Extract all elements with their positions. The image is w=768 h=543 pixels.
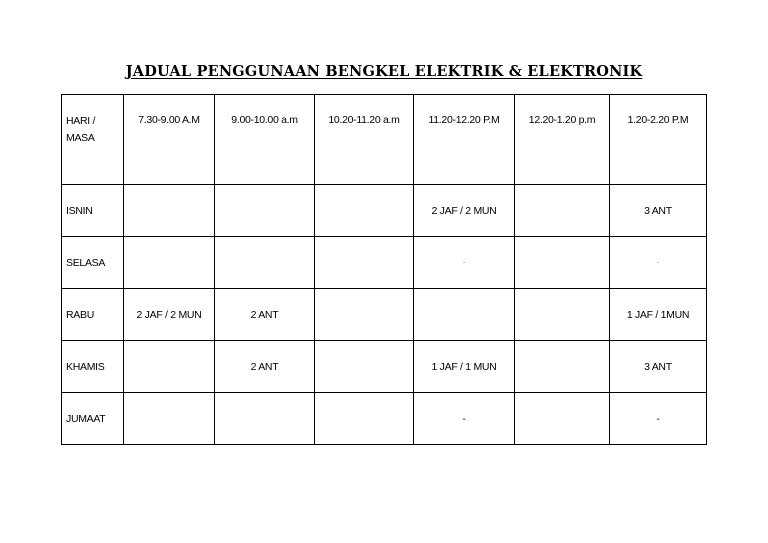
time-slot-header: 1.20-2.20 P.M [610,95,707,185]
schedule-cell: - [414,237,515,289]
time-slot-header: 11.20-12.20 P.M [414,95,515,185]
schedule-cell [124,237,215,289]
schedule-cell: 1 JAF / 1MUN [610,289,707,341]
schedule-cell [315,393,414,445]
schedule-cell [315,185,414,237]
table-row [62,341,707,393]
schedule-cell [515,237,610,289]
schedule-cell: - [414,393,515,445]
schedule-cell [315,237,414,289]
schedule-cell [124,341,215,393]
schedule-cell [124,393,215,445]
day-cell: SELASA [62,237,124,289]
page-title: JADUAL PENGGUNAAN BENGKEL ELEKTRIK & ELEKTRONIK [125,63,643,80]
schedule-cell [515,393,610,445]
schedule-cell [515,341,610,393]
day-cell: JUMAAT [62,393,124,445]
schedule-table [61,94,707,445]
table-row [62,393,707,445]
schedule-cell [315,289,414,341]
schedule-cell: 3 ANT [610,341,707,393]
schedule-cell: 2 ANT [215,341,315,393]
schedule-cell [124,185,215,237]
table-row [62,185,707,237]
schedule-cell [215,393,315,445]
schedule-cell [414,289,515,341]
header-row [62,95,707,185]
day-cell: KHAMIS [62,341,124,393]
schedule-cell: 2 JAF / 2 MUN [414,185,515,237]
schedule-cell: - [610,237,707,289]
time-slot-header: 9.00-10.00 a.m [215,95,315,185]
day-cell: RABU [62,289,124,341]
schedule-cell [515,289,610,341]
schedule-cell: 2 JAF / 2 MUN [124,289,215,341]
time-slot-header: 12.20-1.20 p.m [515,95,610,185]
schedule-cell [215,237,315,289]
time-slot-header: 7.30-9.00 A.M [124,95,215,185]
table-row [62,289,707,341]
schedule-cell: 3 ANT [610,185,707,237]
schedule-cell [215,185,315,237]
schedule-cell: 2 ANT [215,289,315,341]
schedule-cell [515,185,610,237]
header-corner-cell: HARI / MASA [62,95,124,185]
schedule-cell [315,341,414,393]
schedule-cell: - [610,393,707,445]
table-row [62,237,707,289]
time-slot-header: 10.20-11.20 a.m [315,95,414,185]
day-cell: ISNIN [62,185,124,237]
schedule-cell: 1 JAF / 1 MUN [414,341,515,393]
